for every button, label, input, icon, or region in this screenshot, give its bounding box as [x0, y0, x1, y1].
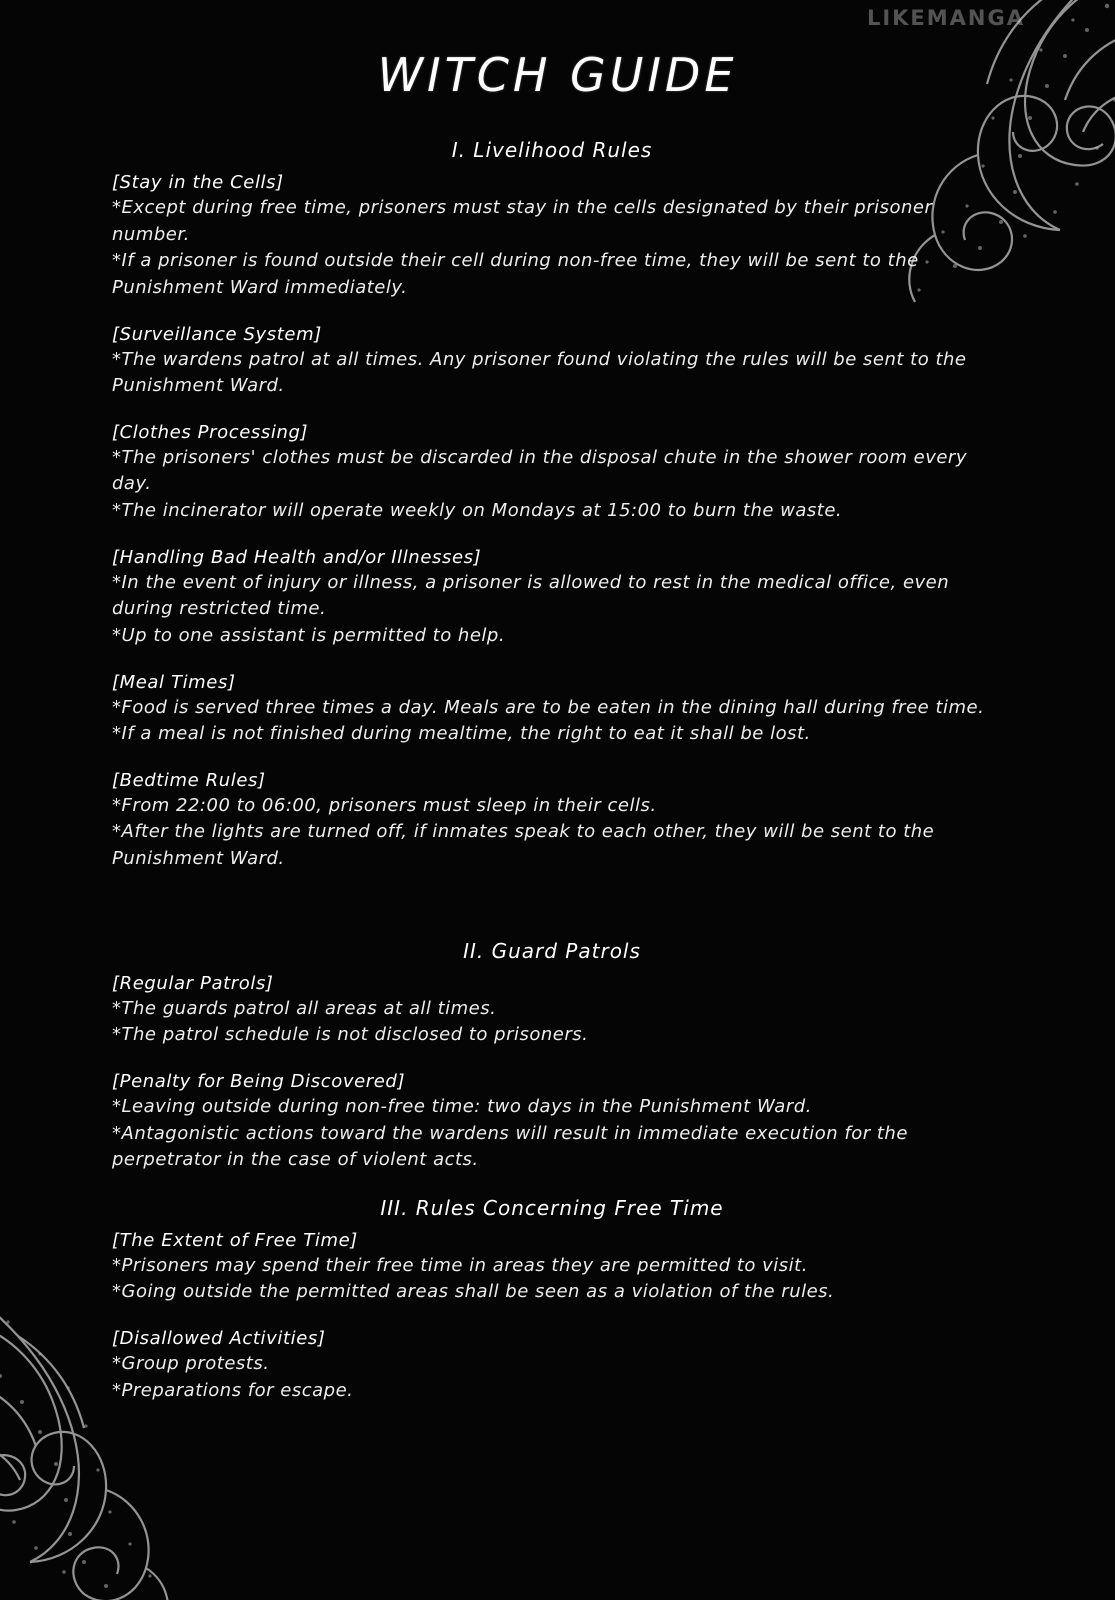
rule-line: *If a prisoner is found outside their cell during non-free time, they will be sent to the Punishment Ward immediately. [112, 250, 919, 298]
rule-line: *Going outside the permitted areas shall be seen as a violation of the rules. [112, 1281, 835, 1303]
rule-line: *Antagonistic actions toward the wardens will result in immediate execution for the perpetrator in the case of violent acts. [112, 1122, 908, 1171]
rule-group [112, 422, 992, 525]
rule-line: *The incinerator will operate weekly on Mondays at 15:00 to burn the waste. [112, 500, 843, 521]
rule-group-title: [Clothes Processing] [112, 421, 309, 443]
rule-group-title: [Disallowed Activities] [112, 1328, 326, 1349]
rule-group [112, 973, 992, 1049]
rule-line: *In the event of injury or illness, a prisoner is allowed to rest in the medical office, even during restricted time. [112, 571, 950, 620]
site-watermark: LIKEMANGA [866, 6, 1025, 30]
rule-line: *Group protests. [112, 1353, 270, 1374]
rule-group [112, 770, 992, 873]
rule-group [112, 672, 992, 748]
rule-group-title: [Regular Patrols] [112, 972, 274, 994]
rule-group-title: [Surveillance System] [112, 323, 322, 345]
rule-line: *Preparations for escape. [112, 1379, 354, 1401]
rule-group [112, 1071, 992, 1174]
rule-group [112, 324, 992, 400]
rule-line: *The patrol schedule is not disclosed to prisoners. [112, 1024, 589, 1046]
rule-group-title: [Meal Times] [112, 671, 236, 693]
rule-line: *From 22:00 to 06:00, prisoners must sleep in their cells. [112, 794, 657, 816]
rule-line: *The prisoners' clothes must be discarded in the disposal chute in the shower room every day. [112, 446, 967, 495]
section-heading-1: I. Livelihood Rules [451, 138, 653, 162]
rule-line: *Up to one assistant is permitted to help. [112, 624, 506, 646]
rule-line: *The guards patrol all areas at all times. [112, 997, 497, 1019]
rule-group-title: [Stay in the Cells] [112, 172, 284, 193]
rule-group [112, 547, 992, 650]
page-title: WITCH GUIDE [377, 48, 738, 102]
section-heading-3: III. Rules Concerning Free Time [380, 1195, 724, 1220]
rule-group-title: [Handling Bad Health and/or Illnesses] [112, 546, 482, 568]
rule-line: *The wardens patrol at all times. Any prisoner found violating the rules will be sent to the Punishment Ward. [112, 348, 967, 397]
rule-line: *If a meal is not finished during mealtime, the right to eat it shall be lost. [112, 723, 811, 745]
section-spacer [112, 895, 992, 921]
rule-group-title: [Bedtime Rules] [112, 769, 266, 791]
section-heading-2: II. Guard Patrols [463, 938, 641, 963]
rule-group-title: [Penalty for Being Discovered] [112, 1070, 406, 1092]
rule-line: *Except during free time, prisoners must stay in the cells designated by their prisoner number. [112, 197, 933, 245]
rule-group [112, 1230, 992, 1306]
rule-group [112, 1328, 992, 1404]
guide-content [112, 132, 992, 1426]
rule-line: *Leaving outside during non-free time: two days in the Punishment Ward. [112, 1095, 812, 1117]
rule-line: *Food is served three times a day. Meals are to be eaten in the dining hall during free time. [112, 696, 985, 718]
rule-line: *Prisoners may spend their free time in areas they are permitted to visit. [112, 1254, 808, 1276]
rule-line: *After the lights are turned off, if inmates speak to each other, they will be sent to the Punishment Ward. [112, 821, 935, 869]
rule-group [112, 172, 992, 302]
rule-group-title: [The Extent of Free Time] [112, 1229, 358, 1251]
